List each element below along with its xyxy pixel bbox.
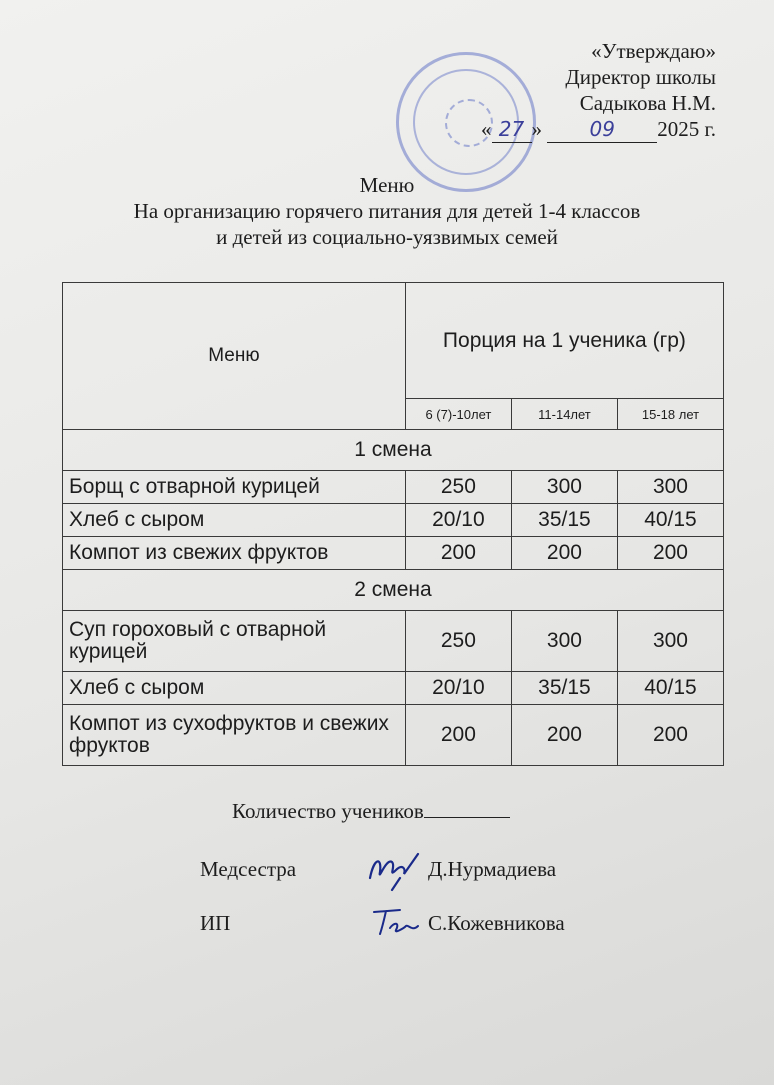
title-line-1: Меню (359, 173, 415, 197)
shift-row (63, 570, 724, 611)
table-row (63, 705, 724, 766)
nurse-name: Д.Нурмадиева (428, 857, 557, 881)
portion-value: 200 (405, 537, 511, 570)
age-group-3: 15-18 лет (617, 399, 723, 430)
students-count-label: Количество учеников (232, 799, 424, 823)
portion-value: 200 (511, 537, 617, 570)
portion-value: 200 (617, 705, 723, 766)
students-count-line (232, 798, 510, 824)
nurse-signature-row (0, 856, 774, 896)
portion-value: 300 (617, 611, 723, 672)
header-portion: Порция на 1 ученика (гр) (405, 283, 723, 399)
portion-value: 250 (405, 611, 511, 672)
approval-block (376, 38, 716, 143)
ip-name: С.Кожевникова (428, 911, 565, 935)
dish-name: Хлеб с сыром (63, 672, 406, 705)
portion-value: 35/15 (511, 672, 617, 705)
portion-value: 20/10 (405, 672, 511, 705)
nurse-signature-icon (366, 848, 422, 892)
table-header-row (63, 283, 724, 399)
table-row (63, 537, 724, 570)
portion-value: 40/15 (617, 504, 723, 537)
table-row (63, 672, 724, 705)
shift-row (63, 430, 724, 471)
shift-1-label: 1 смена (63, 430, 724, 471)
dish-name: Борщ с отварной курицей (63, 471, 406, 504)
dish-name: Компот из сухофруктов и свежих фруктов (63, 705, 406, 766)
title-line-3: и детей из социально-уязвимых семей (216, 225, 558, 249)
approval-heading: «Утверждаю» (591, 39, 716, 63)
approval-position: Директор школы (565, 65, 716, 89)
shift-2-label: 2 смена (63, 570, 724, 611)
approval-date: « 27 » 09 2025 г. (481, 117, 716, 141)
portion-value: 35/15 (511, 504, 617, 537)
dish-name: Компот из свежих фруктов (63, 537, 406, 570)
nurse-role: Медсестра (200, 857, 297, 881)
ip-signature-icon (366, 902, 422, 942)
portion-value: 300 (511, 611, 617, 672)
portion-value: 300 (617, 471, 723, 504)
approval-day: 27 (492, 116, 532, 143)
age-group-1: 6 (7)-10лет (405, 399, 511, 430)
portion-value: 200 (617, 537, 723, 570)
portion-value: 200 (405, 705, 511, 766)
document-title (0, 172, 774, 250)
ip-role: ИП (200, 911, 231, 935)
approval-year: 2025 г. (657, 117, 716, 141)
table-row (63, 504, 724, 537)
portion-value: 20/10 (405, 504, 511, 537)
approval-name: Садыкова Н.М. (579, 91, 716, 115)
approval-month: 09 (547, 116, 657, 143)
table-row (63, 471, 724, 504)
students-count-blank (424, 817, 510, 818)
ip-signature-row (0, 910, 774, 950)
menu-table (62, 282, 724, 766)
portion-value: 300 (511, 471, 617, 504)
age-group-2: 11-14лет (511, 399, 617, 430)
title-line-2: На организацию горячего питания для детей 1-4 классов (133, 199, 641, 223)
dish-name: Суп гороховый с отварной курицей (63, 611, 406, 672)
portion-value: 250 (405, 471, 511, 504)
dish-name: Хлеб с сыром (63, 504, 406, 537)
portion-value: 200 (511, 705, 617, 766)
portion-value: 40/15 (617, 672, 723, 705)
table-row (63, 611, 724, 672)
header-menu: Меню (63, 283, 406, 430)
